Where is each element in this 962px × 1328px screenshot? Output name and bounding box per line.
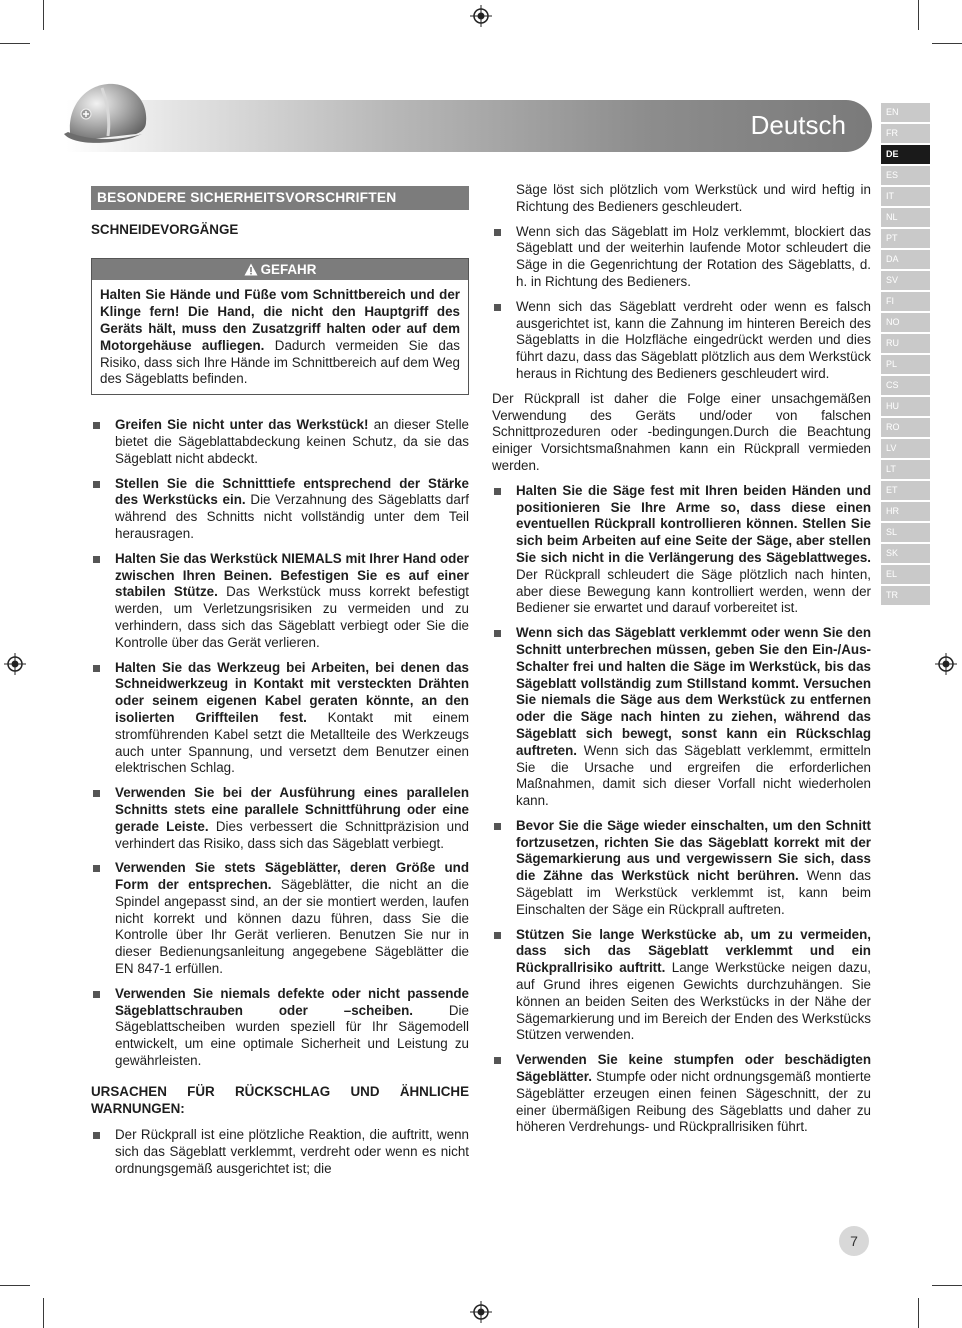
list-item: [91, 551, 469, 652]
list-item: [91, 860, 469, 978]
list-item-text: an dieser Stelle bietet die Sägeblattabdeckung keinen Schutz, da sie das Sägeblatt nicht abdeckt.: [115, 417, 470, 466]
danger-label: GEFAHR: [260, 261, 317, 277]
list-item-bold: Stellen Sie die Schnitttiefe entsprechend der Stärke des Werkstücks ein.: [115, 475, 469, 508]
list-item-bold: Halten Sie das Werkstück NIEMALS mit Ihrer Hand oder zwischen Ihren Beinen. Befestigen Sie es auf einer stabilen Stütze.: [115, 550, 469, 600]
crop-mark: [0, 1285, 30, 1286]
list-item: [91, 1127, 469, 1177]
kickback-paragraph: Der Rückprall ist daher die Folge einer unsachgemäßen Verwendung des Geräts und/oder von falschen Schnittprozeduren oder -bedingungen.Durch die Beachtung einiger Vorsichtsmaßnahmen kann ein Rückprall vermieden werden.: [492, 390, 871, 473]
lang-tab-es[interactable]: ES: [881, 166, 930, 185]
lang-tab-ro[interactable]: RO: [881, 418, 930, 437]
lang-tab-hr[interactable]: HR: [881, 502, 930, 521]
lang-tab-en[interactable]: EN: [881, 103, 930, 122]
crop-mark: [932, 43, 962, 44]
list-item-text: Wenn sich das Sägeblatt im Holz verklemmt, blockiert das Sägeblatt und der weiterhin laufende Motor schleudert die Säge in die Gegenrichtung der Rotation des Sägeblatts, d. h. in Richtung des Bedieners.: [516, 223, 871, 289]
danger-text: [92, 280, 468, 394]
cutting-rules-list: [91, 417, 469, 1070]
right-column: [492, 182, 871, 1144]
lang-tab-hu[interactable]: HU: [881, 397, 930, 416]
list-item-bold: Wenn sich das Sägeblatt verklemmt oder wenn Sie den Schnitt unterbrechen müssen, geben Sie den Ein-/Aus-Schalter frei und halten die Säge im Werkstück, bis das Sägeblatt vollständig zum Stillstand kommt. Versuchen Sie niemals die Säge aus dem Werkstück zu entfernen oder die Säge nach hinten zu ziehen, während das Sägeblatt sich bewegt, sonst kann ein Rückschlag auftreten.: [516, 625, 871, 758]
list-item-text: Wenn sich das Sägeblatt verklemmt, ermitteln Sie die Ursache und ergreifen die erforderlichen Maßnahmen, damit sich dieser Vorfall nicht wiederholen kann.: [516, 742, 871, 809]
kickback-subtitle: URSACHEN FÜR RÜCKSCHLAG UND ÄHNLICHE WARNUNGEN:: [91, 1083, 469, 1116]
list-item-bold: Verwenden Sie bei der Ausführung eines parallelen Schnitts stets eine parallele Schnittführung oder eine gerade Leiste.: [115, 785, 469, 834]
lang-tab-sv[interactable]: SV: [881, 271, 930, 290]
lang-tab-pl[interactable]: PL: [881, 355, 930, 374]
lang-tab-fr[interactable]: FR: [881, 124, 930, 143]
danger-plain-text: Dadurch vermeiden Sie das Risiko, dass sich Ihre Hände im Schnittbereich auf dem Weg des Sägeblatts befinden.: [100, 337, 461, 387]
lang-tab-sk[interactable]: SK: [881, 544, 930, 563]
crop-mark: [932, 1285, 962, 1286]
list-item: [91, 417, 469, 467]
crop-mark: [0, 43, 30, 44]
list-item-text: Die Sägeblattscheiben wurden speziell für Ihr Sägemodell entwickelt, um eine optimale Sicherheit und Leistung zu gewährleisten.: [115, 1002, 469, 1069]
subsection-title: SCHNEIDEVORGÄNGE: [91, 221, 239, 237]
header-title: Deutsch: [750, 110, 846, 140]
language-tabs: [881, 103, 930, 607]
lang-tab-cs[interactable]: CS: [881, 376, 930, 395]
lang-tab-et[interactable]: ET: [881, 481, 930, 500]
crop-mark: [43, 1298, 44, 1328]
list-item: [492, 1052, 871, 1136]
lang-tab-el[interactable]: EL: [881, 565, 930, 584]
lang-tab-fi[interactable]: FI: [881, 292, 930, 311]
header-banner: [66, 100, 872, 152]
list-item: [492, 927, 871, 1045]
list-item: [492, 299, 871, 383]
lang-tab-no[interactable]: NO: [881, 313, 930, 332]
list-item-bold: Halten Sie das Werkzeug bei Arbeiten, bei denen das Schneidwerkzeug in Kontakt mit versteckten Drähten oder seinem eigenen Kabel geraten könnte, an den isolierten Griffteilen fest.: [115, 659, 469, 725]
safety-helmet-icon: [62, 74, 154, 154]
list-item-text: Sägeblätter, die nicht an die Spindel angepasst sind, an der sie montiert werden, laufen nicht korrekt und können dazu führen, dass Sie die Kontrolle über Ihr Gerät verlieren. Benutzen Sie nur in dieser Bedienungsanleitung angegebene Sägeblätter die EN 847-1 erfüllen.: [115, 877, 469, 977]
list-item: [492, 625, 871, 810]
list-item-text: Das Werkstück muss korrekt befestigt werden, um Verletzungsrisiken zu vermeiden und zu verhindern, dass sich das Sägeblatt verbiegt oder Sie die Kontrolle über das Gerät verlieren.: [115, 584, 469, 650]
kickback-causes-list: [492, 224, 871, 383]
list-item-bold: Stützen Sie lange Werkstücke ab, um zu vermeiden, dass sich das Sägeblatt verklemmt und ein Rückprallrisiko auftritt.: [516, 926, 871, 976]
list-item-text: Dies verbessert die Schnittpräzision und verhindert das Risiko, dass sich das Sägeblatt verbiegt.: [115, 818, 469, 851]
continued-text: Säge löst sich plötzlich vom Werkstück und wird heftig in Richtung des Bedieners geschleudert.: [516, 182, 871, 214]
crop-mark: [918, 1298, 919, 1328]
kickback-list: [91, 1127, 469, 1177]
lang-tab-sl[interactable]: SL: [881, 523, 930, 542]
section-title: BESONDERE SICHERHEITSVORSCHRIFTEN: [91, 186, 469, 210]
registration-mark-icon: [935, 653, 957, 675]
page-number: 7: [839, 1226, 869, 1256]
list-item-text: Der Rückprall ist eine plötzliche Reaktion, die auftritt, wenn sich das Sägeblatt verklemmt, verdreht oder wenn es nicht ordnungsgemäß ausgerichtet ist; die: [115, 1127, 469, 1177]
list-item-bold: Halten Sie die Säge fest mit Ihren beiden Händen und positionieren Sie Ihre Arme so, dass diese einen eventuellen Rückprall kontrollieren können. Stellen Sie sich beim Arbeiten auf eine Seite der Säge, aber stellen Sie sich nicht in die Verlängerung des Sägeblattweges.: [516, 482, 871, 565]
registration-mark-icon: [4, 653, 26, 675]
lang-tab-tr[interactable]: TR: [881, 586, 930, 605]
list-item: [492, 224, 871, 291]
crop-mark: [918, 0, 919, 30]
list-item-text: Wenn sich das Sägeblatt verdreht oder wenn es falsch ausgerichtet ist, kann die Zahnung im hinteren Bereich des Sägeblatts in die Holzfläche eingedrückt werden und dies führt dazu, dass das Sägeblatt plötzlich aus dem Werkstück heraus in Richtung des Bedieners geschleudert wird.: [516, 298, 871, 381]
list-item-bold: Verwenden Sie niemals defekte oder nicht passende Sägeblattschrauben oder –scheiben.: [115, 985, 469, 1018]
list-item-text: Die Verzahnung des Sägeblatts darf während des Schnitts nicht vollständig unter dem Teil herausragen.: [115, 492, 469, 541]
lang-tab-it[interactable]: IT: [881, 187, 930, 206]
list-item-text: Wenn das Sägeblatt im Werkstück verklemmt ist, kann beim Einschalten der Säge ein Rückprall auftreten.: [516, 868, 871, 917]
list-item: [91, 986, 469, 1070]
lang-tab-da[interactable]: DA: [881, 250, 930, 269]
registration-mark-icon: [470, 5, 492, 27]
list-item-bold: Greifen Sie nicht unter das Werkstück!: [115, 417, 369, 433]
danger-bold-text: Halten Sie Hände und Füße vom Schnittbereich und der Klinge fern! Die Hand, die nicht den Hauptgriff des Geräts hält, muss den Zusatzgriff halten oder auf dem Motorgehäuse aufliegen.: [100, 287, 460, 353]
danger-header: [92, 259, 468, 281]
warning-triangle-icon: [244, 263, 258, 276]
list-item-bold: Verwenden Sie keine stumpfen oder beschädigten Sägeblätter.: [516, 1052, 871, 1085]
list-item-text: Der Rückprall schleudert die Säge plötzlich nach hinten, aber diese Bewegung kann kontrolliert werden, wenn der Bediener sie erwartet und darauf vorbereitet ist.: [516, 566, 871, 616]
list-item: [91, 785, 469, 852]
list-item-text: Stumpfe oder nicht ordnungsgemäß montierte Sägeblätter erzeugen einen feinen Sägeschnitt, der zu einer übermäßigen Reibung des Sägeblatts und daher zu höheren Verdrehungs- und Rückprallrisiken führt.: [516, 1069, 871, 1135]
list-item-text: Kontakt mit einem stromführenden Kabel setzt die Metallteile des Werkzeugs auch unter Spannung, und versetzt dem Benutzer einen elektrischen Schlag.: [115, 709, 469, 776]
list-item: [91, 660, 469, 778]
lang-tab-lv[interactable]: LV: [881, 439, 930, 458]
crop-mark: [43, 0, 44, 30]
kickback-prevention-list: [492, 483, 871, 1136]
lang-tab-pt[interactable]: PT: [881, 229, 930, 248]
lang-tab-lt[interactable]: LT: [881, 460, 930, 479]
lang-tab-ru[interactable]: RU: [881, 334, 930, 353]
danger-box: [91, 258, 469, 396]
list-item-bold: Bevor Sie die Säge wieder einschalten, um den Schnitt fortzusetzen, richten Sie das Sägeblatt korrekt mit der Sägemarkierung aus und vergewissern Sie sich, dass die Zähne das Werkstück nicht berühren.: [516, 817, 871, 884]
lang-tab-de[interactable]: DE: [881, 145, 930, 164]
list-item: [492, 818, 871, 919]
list-item-text: Lange Werkstücke neigen dazu, auf Grund ihres eigenen Gewichts durchzuhängen. Sie können an beiden Seiten des Werkstücks in der Nähe der Sägemarkierung und im Bereich der Enden des Werkstücks Stützen verwenden.: [516, 960, 871, 1043]
list-item-bold: Verwenden Sie stets Sägeblätter, deren Größe und Form der entsprechen.: [115, 860, 469, 893]
list-item: [91, 476, 469, 543]
left-column: [91, 186, 469, 1186]
list-item: [492, 483, 871, 617]
registration-mark-icon: [470, 1301, 492, 1323]
lang-tab-nl[interactable]: NL: [881, 208, 930, 227]
